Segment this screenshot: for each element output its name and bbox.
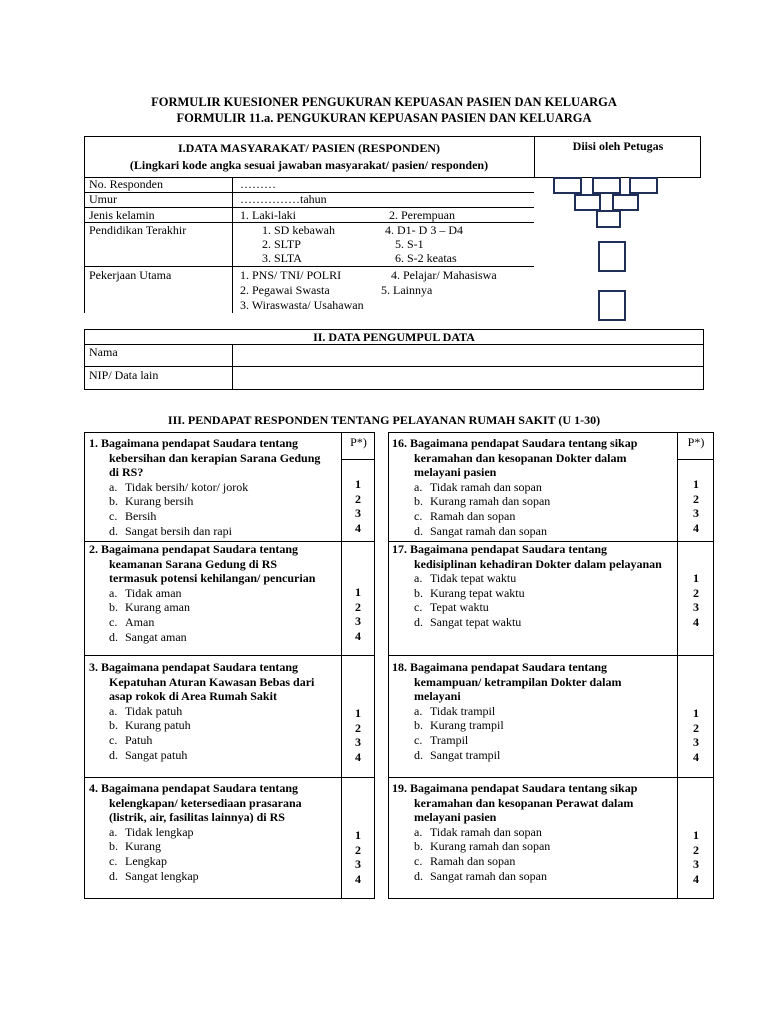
answer-option[interactable] [392, 733, 676, 748]
code-box[interactable] [574, 194, 601, 211]
option-text: Sangat tepat waktu [430, 614, 522, 629]
option-wiraswasta[interactable]: 3. Wiraswasta/ Usahawan [240, 298, 364, 312]
option-text: Sangat lengkap [125, 868, 199, 883]
option-swasta[interactable]: 2. Pegawai Swasta [240, 283, 330, 297]
option-letter: b. [109, 718, 118, 733]
score-scale [686, 828, 706, 886]
umur-dots: …………… [240, 192, 300, 206]
option-letter: c. [414, 600, 423, 615]
answer-option[interactable] [392, 586, 676, 601]
option-text: Ramah dan sopan [430, 853, 516, 868]
option-text: Lengkap [125, 853, 167, 868]
answer-option[interactable] [392, 524, 676, 539]
option-letter: d. [414, 523, 423, 538]
option-text: Ramah dan sopan [430, 508, 516, 523]
code-box[interactable] [598, 241, 626, 272]
answer-option[interactable] [89, 480, 339, 495]
answer-option[interactable] [392, 839, 676, 854]
score-option[interactable]: 4 [355, 520, 361, 535]
option-letter: c. [109, 508, 118, 523]
option-text: Tepat waktu [430, 600, 489, 615]
umur-unit: tahun [300, 192, 327, 206]
score-option[interactable]: 1 [693, 828, 699, 842]
option-letter: c. [414, 853, 423, 868]
score-option[interactable]: 3 [355, 735, 361, 750]
option-letter: d. [109, 523, 118, 538]
option-text: Kurang trampil [430, 718, 504, 733]
score-option[interactable]: 3 [693, 735, 699, 750]
score-option[interactable]: 1 [355, 706, 361, 720]
question-text: 2. Bagaimana pendapat Saudara tentang [89, 542, 299, 556]
answer-option[interactable] [392, 718, 676, 733]
score-option[interactable]: 3 [355, 614, 361, 629]
option-sd[interactable]: 1. SD kebawah [262, 223, 335, 237]
value-umur[interactable] [240, 192, 327, 206]
answer-option[interactable] [89, 524, 339, 539]
option-letter: d. [109, 629, 118, 644]
code-box[interactable] [629, 177, 658, 194]
answer-option[interactable] [89, 615, 339, 630]
code-box[interactable] [598, 290, 626, 321]
score-scale [348, 706, 368, 764]
option-text: Patuh [125, 732, 153, 747]
section1-subheading: (Lingkari kode angka sesuai jawaban masyarakat/ pasien/ responden) [129, 158, 489, 172]
option-text: Kurang ramah dan sopan [430, 839, 551, 854]
question-right-3 [392, 781, 676, 883]
option-text: Kurang tepat waktu [430, 585, 525, 600]
label-umur: Umur [89, 192, 117, 206]
option-text: Tidak patuh [125, 703, 183, 718]
score-scale [348, 828, 368, 886]
answer-option[interactable] [392, 615, 676, 630]
question-text: Kepatuhan Aturan Kawasan Bebas dari [109, 674, 315, 689]
option-letter: a. [414, 824, 423, 839]
answer-option[interactable] [392, 825, 676, 840]
question-text: kelengkapan/ ketersediaan prasarana [109, 795, 302, 810]
score-option[interactable]: 3 [693, 506, 699, 521]
option-text: Kurang patuh [125, 718, 191, 733]
option-text: Sangat patuh [125, 747, 188, 762]
answer-option[interactable] [89, 748, 339, 763]
option-letter: a. [109, 479, 118, 494]
question-text: di RS? [109, 465, 144, 480]
score-option[interactable]: 4 [693, 614, 699, 629]
answer-option[interactable] [392, 854, 676, 869]
option-laki-laki[interactable]: 1. Laki-laki [240, 208, 296, 222]
answer-option[interactable] [392, 509, 676, 524]
question-text: termasuk potensi kehilangan/ pencurian [109, 571, 316, 586]
question-text: kebersihan dan kerapian Sarana Gedung [109, 450, 321, 465]
question-text: kedisiplinan kehadiran Dokter dalam pelayanan [414, 556, 662, 571]
question-left-2 [89, 660, 339, 762]
option-letter: a. [109, 585, 118, 600]
score-scale [348, 585, 368, 643]
option-text: Aman [125, 614, 155, 629]
option-text: Tidak tepat waktu [430, 571, 517, 586]
score-option[interactable]: 2 [355, 599, 361, 614]
score-option[interactable]: 3 [693, 857, 699, 872]
answer-option[interactable] [89, 825, 339, 840]
score-option[interactable]: 1 [693, 571, 699, 585]
answer-option[interactable] [392, 494, 676, 509]
answer-option[interactable] [392, 704, 676, 719]
score-option[interactable]: 2 [355, 720, 361, 735]
option-letter: c. [414, 732, 423, 747]
option-letter: b. [414, 585, 423, 600]
answer-option[interactable] [89, 494, 339, 509]
question-text: melayani [414, 689, 461, 704]
score-option[interactable]: 1 [355, 828, 361, 842]
option-text: Tidak ramah dan sopan [430, 479, 542, 494]
score-option[interactable]: 2 [355, 491, 361, 506]
score-scale [686, 706, 706, 764]
question-text: keamanan Sarana Gedung di RS [109, 556, 278, 571]
option-text: Sangat aman [125, 629, 187, 644]
question-text: melayani pasien [414, 810, 497, 825]
score-option[interactable]: 4 [693, 749, 699, 764]
answer-option[interactable] [89, 630, 339, 645]
section1-heading: I.DATA MASYARAKAT/ PASIEN (RESPONDEN) [177, 141, 441, 155]
score-option[interactable]: 1 [693, 706, 699, 720]
officer-label: Diisi oleh Petugas [572, 139, 664, 153]
answer-option[interactable] [392, 748, 676, 763]
question-text: 3. Bagaimana pendapat Saudara tentang [89, 660, 299, 674]
code-box[interactable] [592, 177, 621, 194]
question-text: 17. Bagaimana pendapat Saudara tentang [392, 542, 608, 556]
answer-option[interactable] [392, 600, 676, 615]
option-text: Kurang ramah dan sopan [430, 494, 551, 509]
option-letter: c. [109, 614, 118, 629]
option-pelajar[interactable]: 4. Pelajar/ Mahasiswa [391, 268, 497, 282]
option-letter: a. [414, 571, 423, 586]
option-text: Tidak aman [125, 585, 182, 600]
option-lainnya[interactable]: 5. Lainnya [381, 283, 433, 297]
question-text: kemampuan/ ketrampilan Dokter dalam [414, 674, 622, 689]
score-option[interactable]: 2 [693, 720, 699, 735]
option-letter: b. [109, 494, 118, 509]
label-pendidikan: Pendidikan Terakhir [89, 223, 187, 237]
score-option[interactable]: 4 [355, 628, 361, 643]
label-jenis-kelamin: Jenis kelamin [89, 208, 155, 222]
p-header-right: P*) [687, 435, 705, 449]
option-letter: d. [109, 747, 118, 762]
score-scale [686, 477, 706, 535]
question-text: 1. Bagaimana pendapat Saudara tentang [89, 436, 299, 450]
question-text: melayani pasien [414, 465, 497, 480]
option-letter: a. [109, 703, 118, 718]
section2-heading: II. DATA PENGUMPUL DATA [313, 330, 475, 344]
option-text: Sangat ramah dan sopan [430, 868, 547, 883]
option-letter: b. [109, 600, 118, 615]
option-letter: d. [109, 868, 118, 883]
question-left-0 [89, 436, 339, 538]
answer-option[interactable] [89, 718, 339, 733]
question-right-2 [392, 660, 676, 762]
option-text: Kurang aman [125, 600, 190, 615]
option-text: Trampil [430, 732, 469, 747]
option-letter: c. [109, 732, 118, 747]
form-subtitle: FORMULIR 11.a. PENGUKURAN KEPUASAN PASIEN DAN KELUARGA [176, 111, 592, 125]
code-box[interactable] [596, 210, 621, 228]
answer-option[interactable] [89, 854, 339, 869]
option-d1d3d4[interactable]: 4. D1- D 3 – D4 [385, 223, 463, 237]
score-option[interactable]: 4 [693, 520, 699, 535]
option-text: Kurang [125, 839, 161, 854]
question-text: (listrik, air, fasilitas lainnya) di RS [109, 810, 285, 825]
option-text: Sangat ramah dan sopan [430, 523, 547, 538]
answer-option[interactable] [89, 839, 339, 854]
answer-option[interactable] [89, 733, 339, 748]
score-option[interactable]: 4 [693, 871, 699, 886]
answer-option[interactable] [392, 480, 676, 495]
option-text: Tidak ramah dan sopan [430, 824, 542, 839]
option-letter: a. [109, 824, 118, 839]
score-option[interactable]: 1 [355, 477, 361, 491]
question-text: 4. Bagaimana pendapat Saudara tentang [89, 781, 299, 795]
question-text: 19. Bagaimana pendapat Saudara tentang sikap [392, 781, 638, 795]
option-text: Tidak bersih/ kotor/ jorok [125, 479, 249, 494]
question-left-3 [89, 781, 339, 883]
score-scale [686, 571, 706, 629]
label-nip: NIP/ Data lain [89, 368, 159, 382]
question-text: 16. Bagaimana pendapat Saudara tentang sikap [392, 436, 638, 450]
option-perempuan[interactable]: 2. Perempuan [389, 208, 455, 222]
question-text: keramahan dan kesopanan Dokter dalam [414, 450, 627, 465]
question-text: asap rokok di Area Rumah Sakit [109, 689, 277, 704]
option-letter: b. [414, 718, 423, 733]
question-right-0 [392, 436, 676, 538]
question-right-1 [392, 542, 676, 630]
answer-option[interactable] [89, 869, 339, 884]
answer-option[interactable] [392, 571, 676, 586]
score-option[interactable]: 4 [355, 871, 361, 886]
answer-option[interactable] [89, 586, 339, 601]
option-text: Sangat bersih dan rapi [125, 523, 232, 538]
option-letter: c. [414, 508, 423, 523]
option-letter: b. [109, 839, 118, 854]
option-letter: a. [414, 703, 423, 718]
score-option[interactable]: 4 [355, 749, 361, 764]
option-text: Bersih [125, 508, 157, 523]
answer-option[interactable] [89, 600, 339, 615]
option-letter: d. [414, 868, 423, 883]
question-left-1 [89, 542, 339, 644]
label-no-responden: No. Responden [89, 177, 163, 191]
option-s1[interactable]: 5. S-1 [395, 237, 424, 251]
option-slta[interactable]: 3. SLTA [262, 251, 302, 265]
form-title: FORMULIR KUESIONER PENGUKURAN KEPUASAN PASIEN DAN KELUARGA [151, 95, 617, 109]
score-option[interactable]: 3 [693, 600, 699, 615]
option-letter: b. [414, 494, 423, 509]
score-option[interactable]: 1 [355, 585, 361, 599]
score-option[interactable]: 2 [693, 842, 699, 857]
p-header-left: P*) [350, 435, 367, 449]
option-text: Kurang bersih [125, 494, 194, 509]
answer-option[interactable] [392, 869, 676, 884]
label-nama: Nama [89, 345, 118, 359]
value-no-responden[interactable]: ……… [240, 177, 276, 191]
option-letter: a. [414, 479, 423, 494]
score-option[interactable]: 2 [355, 842, 361, 857]
label-pekerjaan: Pekerjaan Utama [89, 268, 172, 282]
option-letter: c. [109, 853, 118, 868]
option-text: Tidak lengkap [125, 824, 194, 839]
section3-heading: III. PENDAPAT RESPONDEN TENTANG PELAYANAN RUMAH SAKIT (U 1-30) [167, 413, 601, 427]
score-option[interactable]: 2 [693, 491, 699, 506]
option-s2[interactable]: 6. S-2 keatas [395, 251, 457, 265]
option-letter: d. [414, 747, 423, 762]
answer-option[interactable] [89, 704, 339, 719]
option-pns[interactable]: 1. PNS/ TNI/ POLRI [240, 268, 342, 282]
score-option[interactable]: 3 [355, 857, 361, 872]
question-text: 18. Bagaimana pendapat Saudara tentang [392, 660, 608, 674]
score-option[interactable]: 3 [355, 506, 361, 521]
code-box[interactable] [612, 194, 639, 211]
score-option[interactable]: 2 [693, 585, 699, 600]
score-option[interactable]: 1 [693, 477, 699, 491]
code-box[interactable] [553, 177, 582, 194]
option-letter: b. [414, 839, 423, 854]
score-scale [348, 477, 368, 535]
option-text: Tidak trampil [430, 703, 496, 718]
answer-option[interactable] [89, 509, 339, 524]
question-text: keramahan dan kesopanan Perawat dalam [414, 795, 634, 810]
option-text: Sangat trampil [430, 747, 501, 762]
option-letter: d. [414, 614, 423, 629]
option-sltp[interactable]: 2. SLTP [262, 237, 301, 251]
